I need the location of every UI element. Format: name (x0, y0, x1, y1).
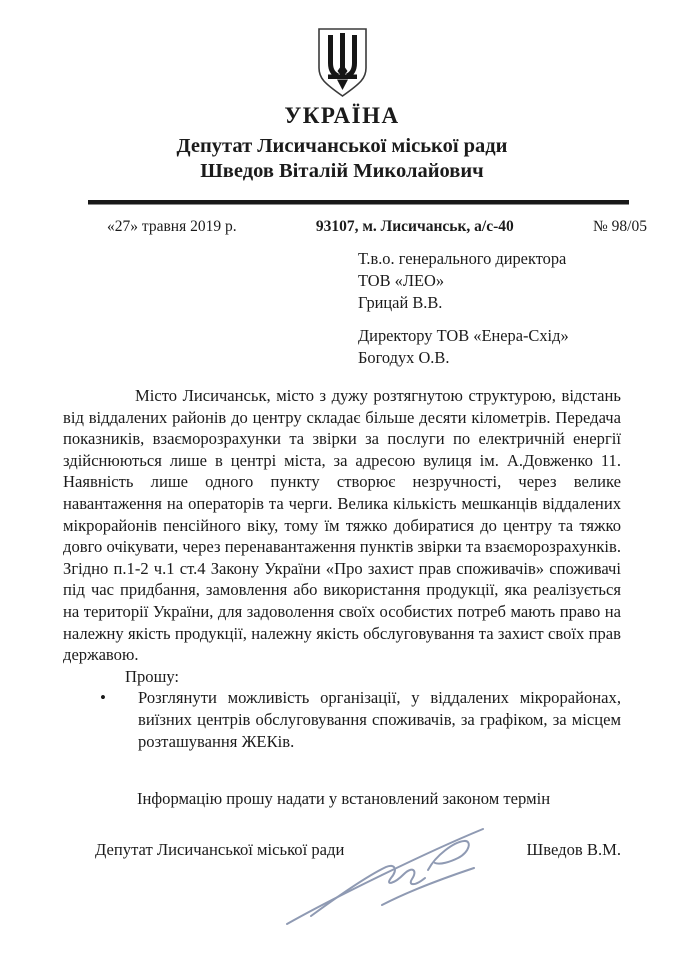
body-paragraph: Місто Лисичанськ, місто з дужу розтягнутою структурою, відстань від віддалених районів до центру складає більше десяти кілометрів. Передача показників, взаєморозрахунки та звірки за послуги по електричній енергії здійснюються лише в центрі міста, за адресою вулиця ім. А.Довженко 11. Наявність лише одного пункту створює незручності, через велике навантаження на операторів та черги. Велика кількість мешканців віддалених мікрорайонів пенсійного віку, тому їм тяжко добиратися до центру та тяжко довго очікувати, через перенавантаження пунктів звірки та взаєморозрахунків. Згідно п.1-2 ч.1 ст.4 Закону України «Про захист прав споживачів» споживачі під час придбання, замовлення або використання продукції, яка реалізується на території України, для задоволення своїх особистих потреб мають право на належну якість продукції, належну якість обслуговування та захист своїх прав державою. (63, 386, 621, 665)
recipient-line: Грицай В.В. (358, 293, 443, 312)
letterhead (63, 26, 621, 183)
letter-return-address: 93107, м. Лисичанськ, а/с-40 (315, 218, 514, 235)
header-divider (88, 200, 629, 205)
request-item: • Розглянути можливість організації, у віддалених мікрорайонах, виїзних центрів обслуговування споживачів, за графіком, за місцем розташування ЖЕКів. (138, 687, 621, 752)
recipient-line: Богодух О.В. (358, 348, 450, 367)
country-title: УКРАЇНА (284, 103, 400, 128)
signer-position: Депутат Лисичанської міської ради (95, 840, 345, 860)
meta-row (107, 218, 647, 236)
request-list (63, 687, 621, 752)
signature-row (63, 840, 621, 860)
recipient-line: Т.в.о. генерального директора (358, 249, 567, 268)
recipients-block (358, 248, 621, 369)
letter-number: № 98/05 (593, 218, 647, 235)
signer-name: Шведов В.М. (526, 840, 621, 860)
ukraine-trident-icon (314, 26, 371, 97)
deputy-name: Шведов Віталій Миколайович (200, 160, 484, 182)
recipients-gap (358, 314, 621, 325)
office-title: Депутат Лисичанської міської ради (176, 135, 508, 157)
request-label: Прошу: (125, 666, 180, 686)
closing-line: Інформацію прошу надати у встановлений законом термін (137, 789, 551, 809)
recipient-line: Директору ТОВ «Енера-Схід» (358, 326, 569, 345)
recipient-line: ТОВ «ЛЕО» (358, 271, 445, 290)
letter-date: «27» травня 2019 р. (107, 218, 237, 235)
